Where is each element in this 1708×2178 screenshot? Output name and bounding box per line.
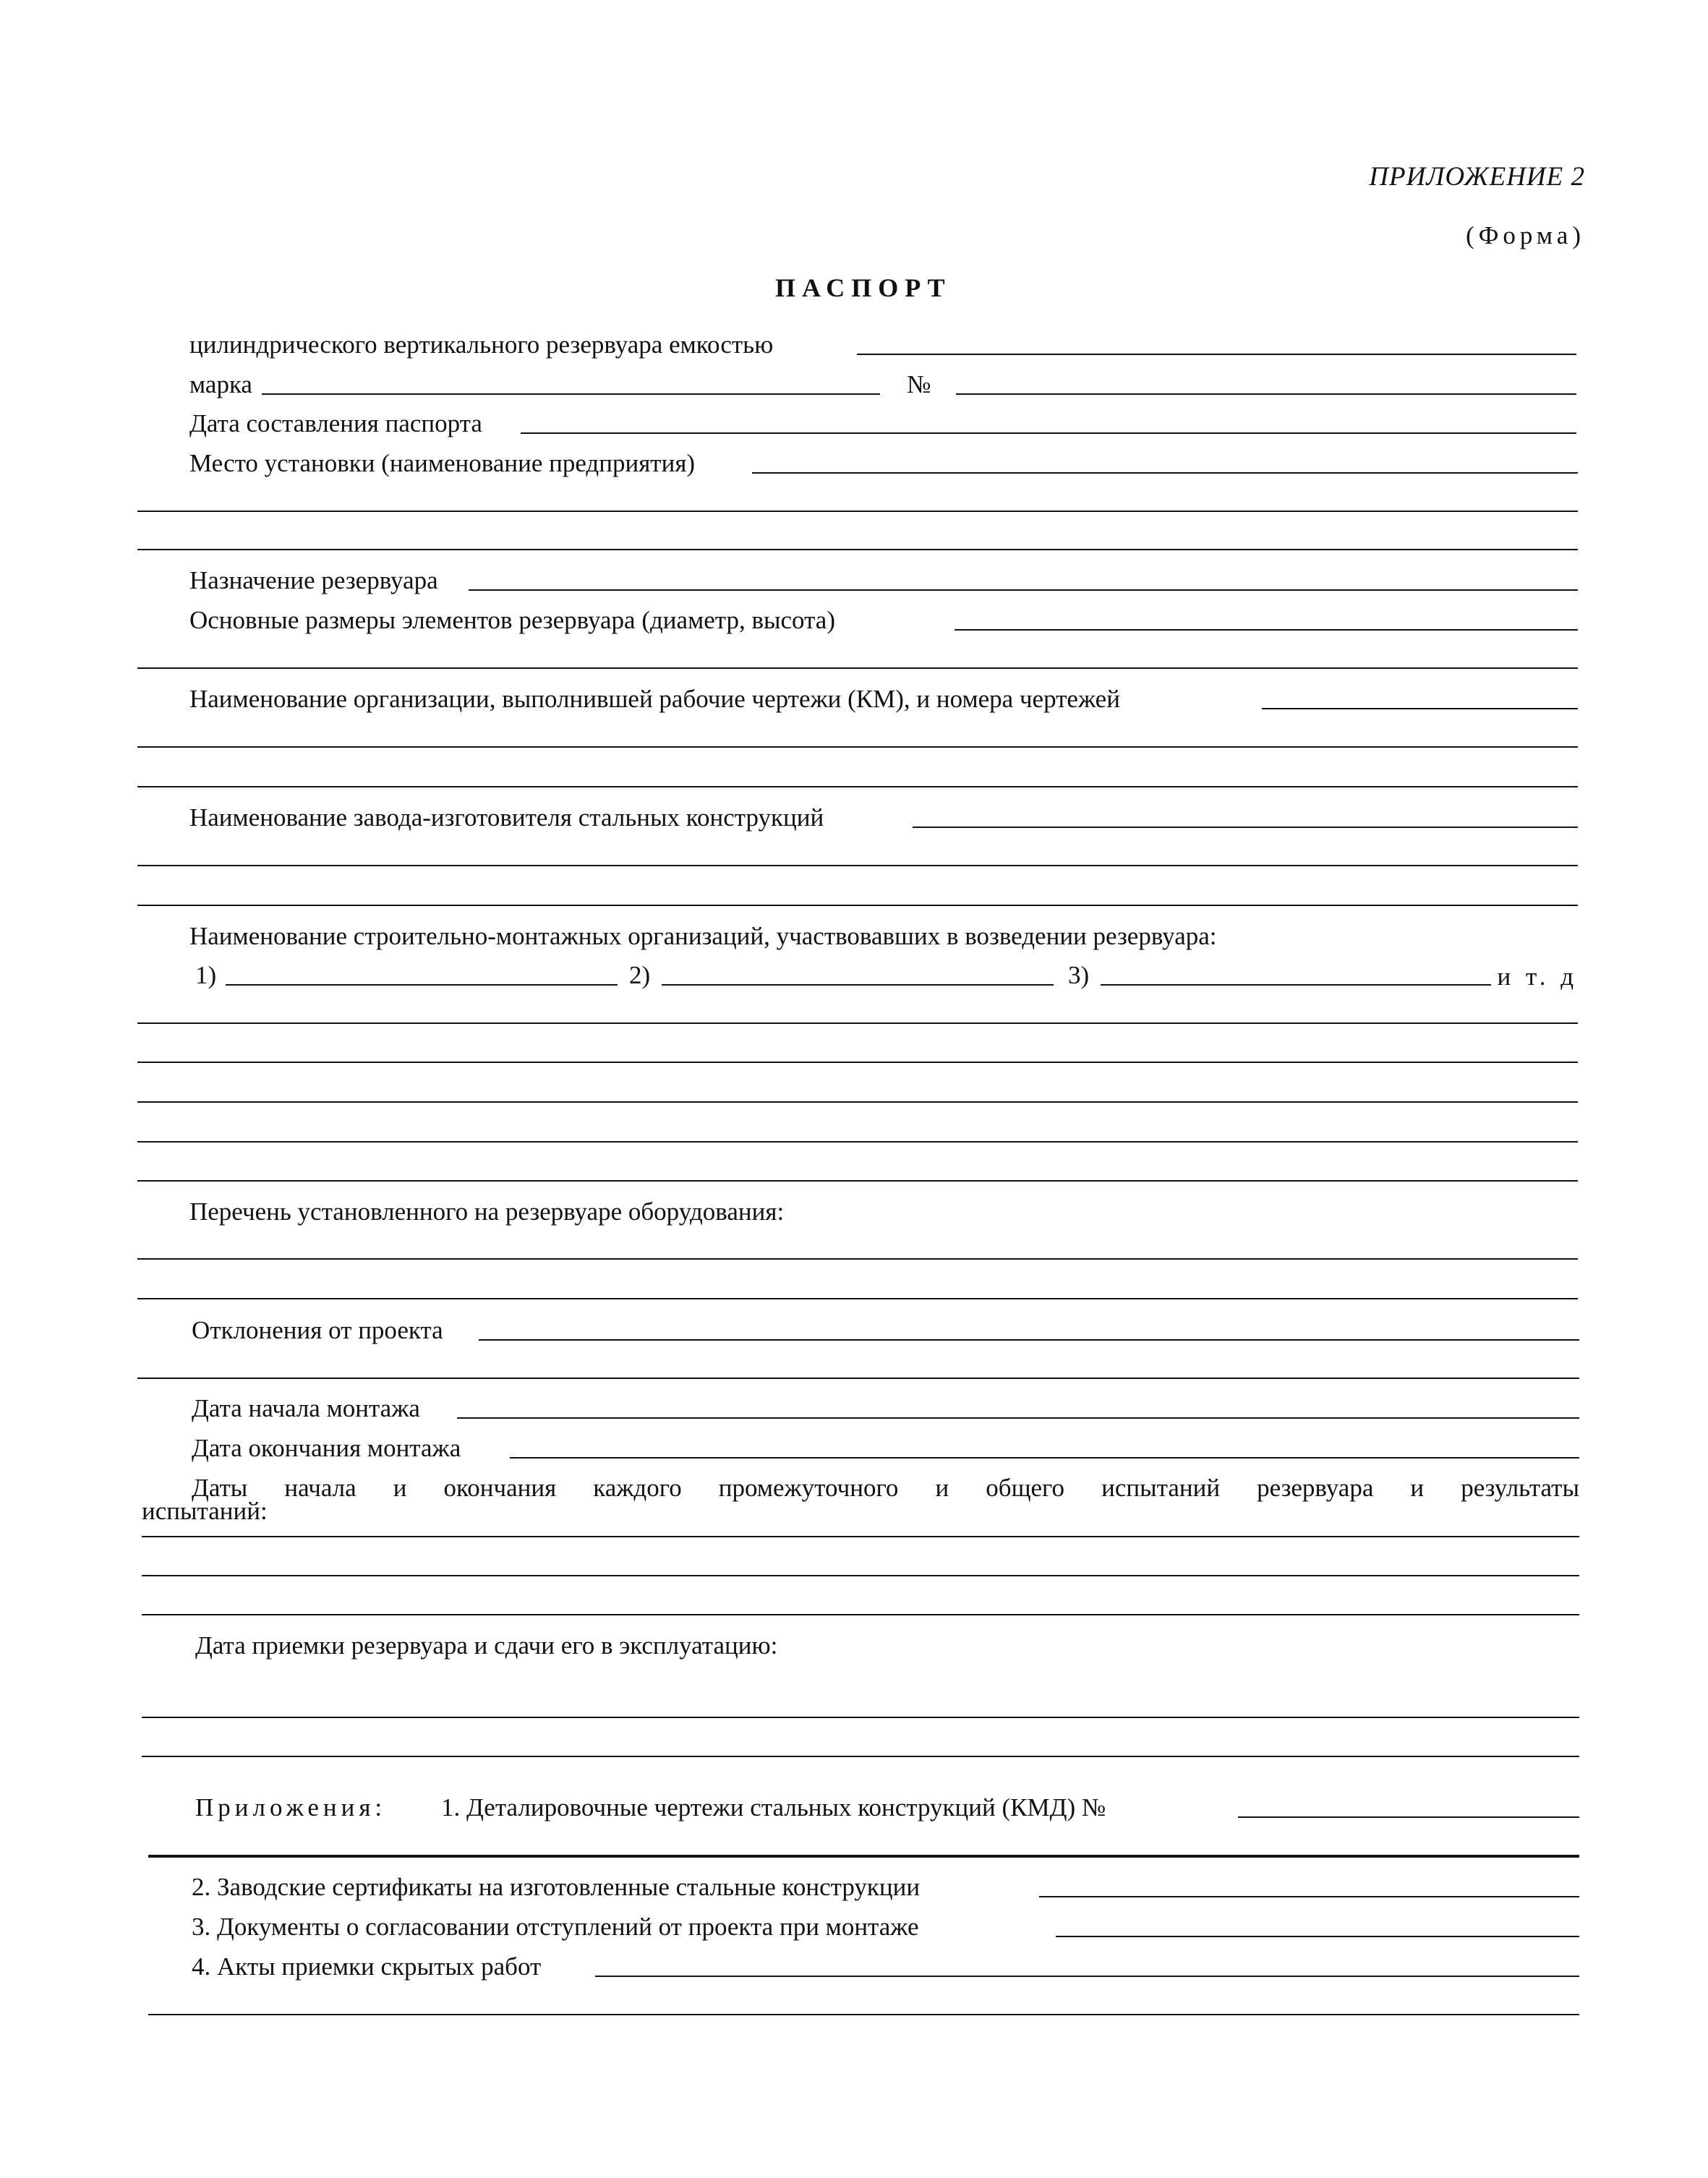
field-line-org-3[interactable] <box>1101 984 1491 986</box>
field-label-tests <box>192 1475 1579 1500</box>
blank-line[interactable] <box>137 746 1578 748</box>
blank-line[interactable] <box>148 2014 1579 2015</box>
field-line-number[interactable] <box>956 393 1576 395</box>
field-line-design-org[interactable] <box>1262 708 1578 709</box>
field-label-design-org: Наименование организации, выполнившей рабочие чертежи (КМ), и номера чертежей <box>189 685 1120 713</box>
field-line-attachment-2[interactable] <box>1039 1896 1579 1897</box>
number-sign: № <box>907 370 931 398</box>
field-line-attachment-3[interactable] <box>1056 1936 1579 1937</box>
attachment-item-3: 3. Документы о согласовании отступлений от проекта при монтаже <box>192 1913 919 1941</box>
tests-word: результаты <box>1461 1474 1579 1502</box>
field-label-manufacturer: Наименование завода-изготовителя стальных конструкций <box>189 803 824 832</box>
blank-line[interactable] <box>137 786 1578 787</box>
tests-word: общего <box>986 1474 1065 1502</box>
field-line-org-2[interactable] <box>662 984 1054 986</box>
field-line-attachment-1[interactable] <box>1238 1816 1579 1818</box>
blank-line[interactable] <box>142 1717 1579 1718</box>
tests-word: испытаний <box>1101 1474 1221 1502</box>
field-label-tests-cont: испытаний: <box>142 1497 268 1525</box>
tests-word: начала <box>284 1474 356 1502</box>
tests-word: Даты <box>192 1474 248 1502</box>
blank-line[interactable] <box>137 865 1578 866</box>
blank-line[interactable] <box>137 549 1578 550</box>
field-label-compile-date: Дата составления паспорта <box>189 409 482 437</box>
blank-line[interactable] <box>142 1575 1579 1576</box>
appendix-label: ПРИЛОЖЕНИЕ 2 <box>1369 162 1585 192</box>
blank-line[interactable] <box>142 1614 1579 1615</box>
field-line-org-1[interactable] <box>226 984 618 986</box>
field-label-purpose: Назначение резервуара <box>189 566 438 594</box>
tests-word: и <box>1410 1474 1425 1502</box>
tests-word: окончания <box>443 1474 557 1502</box>
blank-line[interactable] <box>137 905 1578 906</box>
field-line-compile-date[interactable] <box>521 432 1576 434</box>
blank-line[interactable] <box>148 1855 1579 1858</box>
field-line-dimensions[interactable] <box>955 629 1578 631</box>
tests-word: и <box>393 1474 407 1502</box>
blank-line[interactable] <box>137 667 1578 669</box>
form-note: (Форма) <box>1466 221 1585 249</box>
field-label-equipment: Перечень установленного на резервуаре оборудования: <box>189 1197 785 1226</box>
field-label-deviations: Отклонения от проекта <box>192 1316 443 1344</box>
blank-line[interactable] <box>137 1298 1578 1299</box>
org-item-1-label: 1) <box>195 961 217 989</box>
blank-line[interactable] <box>137 511 1578 512</box>
blank-line[interactable] <box>137 1101 1578 1103</box>
blank-line[interactable] <box>137 1180 1578 1182</box>
org-item-3-label: 3) <box>1068 961 1090 989</box>
field-label-brand: марка <box>189 370 252 398</box>
field-line-manufacturer[interactable] <box>913 827 1578 828</box>
field-label-install-place: Место установки (наименование предприятия) <box>189 449 696 477</box>
field-line-mount-start[interactable] <box>457 1417 1579 1419</box>
field-label-mount-start: Дата начала монтажа <box>192 1394 420 1422</box>
field-label-acceptance: Дата приемки резервуара и сдачи его в эксплуатацию: <box>195 1631 778 1660</box>
field-label-mount-end: Дата окончания монтажа <box>192 1434 461 1462</box>
attachment-item-2: 2. Заводские сертификаты на изготовленные стальные конструкции <box>192 1873 921 1901</box>
blank-line[interactable] <box>142 1536 1579 1537</box>
field-line-deviations[interactable] <box>479 1339 1579 1341</box>
field-label-dimensions: Основные размеры элементов резервуара (диаметр, высота) <box>189 606 835 634</box>
blank-line[interactable] <box>137 1378 1579 1379</box>
blank-line[interactable] <box>137 1258 1578 1260</box>
tests-word: и <box>935 1474 949 1502</box>
blank-line[interactable] <box>137 1022 1578 1024</box>
org-item-2-label: 2) <box>629 961 651 989</box>
tests-word: каждого <box>593 1474 682 1502</box>
blank-line[interactable] <box>142 1756 1579 1757</box>
field-line-attachment-4[interactable] <box>595 1976 1579 1977</box>
field-line-capacity[interactable] <box>857 354 1576 355</box>
field-line-mount-end[interactable] <box>510 1457 1579 1459</box>
tests-word: резервуара <box>1257 1474 1374 1502</box>
blank-line[interactable] <box>137 1062 1578 1063</box>
tests-word: промежуточного <box>718 1474 899 1502</box>
attachment-item-1: 1. Деталировочные чертежи стальных конструкций (КМД) № <box>441 1793 1106 1822</box>
page-title: ПАСПОРТ <box>775 273 952 302</box>
etc-label: и т. д <box>1497 962 1578 991</box>
field-line-brand[interactable] <box>262 393 880 395</box>
field-label-capacity: цилиндрического вертикального резервуара емкостью <box>189 330 774 359</box>
field-line-purpose[interactable] <box>469 589 1578 591</box>
field-label-construction-orgs: Наименование строительно-монтажных организаций, участвовавших в возведении резервуара: <box>189 922 1217 950</box>
field-line-install-place[interactable] <box>752 472 1578 474</box>
attachment-item-4: 4. Акты приемки скрытых работ <box>192 1952 542 1981</box>
blank-line[interactable] <box>137 1141 1578 1143</box>
attachments-label: Приложения: <box>195 1793 387 1822</box>
